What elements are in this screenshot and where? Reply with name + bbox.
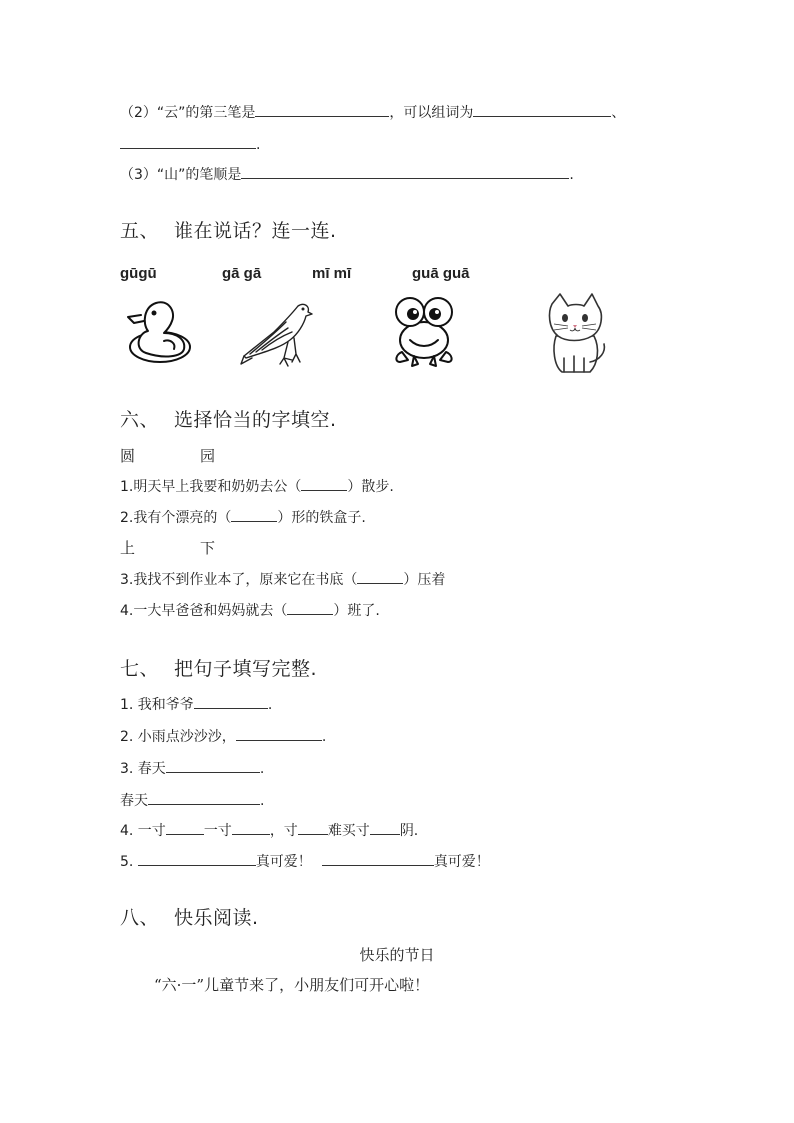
sentence-text: 阴. — [399, 823, 419, 839]
section-title: 把句子填写完整. — [174, 658, 318, 680]
sentence-text: 难买寸 — [327, 823, 370, 839]
section-number: 五、 — [120, 220, 160, 242]
sentence-text: 真可爱！ — [255, 854, 312, 870]
section-title: 选择恰当的字填空. — [174, 409, 337, 431]
section-6-heading — [120, 407, 337, 433]
answer-blank[interactable] — [357, 569, 403, 584]
section-7-heading — [120, 656, 317, 682]
question-text: ）散步. — [347, 479, 394, 495]
q4-item2-line — [120, 102, 625, 123]
answer-blank[interactable] — [241, 164, 569, 179]
fill-question — [120, 476, 394, 497]
answer-blank[interactable] — [370, 820, 400, 835]
answer-blank[interactable] — [473, 102, 611, 117]
question-text: 3.我找不到作业本了，原来它在书底（ — [120, 572, 358, 588]
pinyin-label: guā guā — [412, 265, 470, 282]
q4-item2-text-a: （2）“云”的第三笔是 — [120, 105, 256, 121]
char-option: 圆 — [120, 447, 136, 465]
sentence-text: 5. — [120, 854, 138, 870]
q4-item2-text-b: ，可以组词为 — [389, 105, 474, 121]
section-number: 六、 — [120, 409, 160, 431]
question-text: ）压着 — [403, 572, 446, 588]
section-number: 八、 — [120, 907, 160, 929]
answer-blank[interactable] — [138, 851, 256, 866]
answer-blank[interactable] — [301, 476, 347, 491]
q4-item3-line — [120, 164, 574, 185]
char-option: 下 — [200, 539, 216, 557]
section-title: 快乐阅读. — [174, 907, 259, 929]
sentence-item — [120, 851, 490, 872]
q4-item2-text-c: 、 — [611, 105, 626, 121]
fill-question — [120, 569, 445, 590]
sentence-item — [120, 820, 418, 841]
reading-paragraph: “六·一”儿童节来了，小朋友们可开心啦！ — [154, 976, 430, 994]
pinyin-label: gūgū — [120, 265, 157, 282]
answer-blank[interactable] — [231, 507, 277, 522]
char-option: 园 — [200, 447, 216, 465]
sentence-text: 2. 小雨点沙沙沙， — [120, 729, 236, 745]
question-text: ）班了. — [333, 603, 380, 619]
sentence-item — [120, 790, 264, 811]
section-number: 七、 — [120, 658, 160, 680]
answer-blank[interactable] — [166, 758, 260, 773]
answer-blank[interactable] — [255, 102, 389, 117]
sentence-item — [120, 726, 326, 747]
sentence-text: 4. 一寸 — [120, 823, 166, 839]
question-text: ）形的铁盒子. — [277, 510, 366, 526]
kitten-picture[interactable] — [540, 292, 610, 376]
sentence-item — [120, 694, 272, 715]
char-option: 上 — [120, 539, 136, 557]
sentence-text: ，寸 — [269, 823, 298, 839]
question-text: 4.一大早爸爸和妈妈就去（ — [120, 603, 288, 619]
pinyin-label: mī mī — [312, 265, 352, 282]
q4-item3-text-a: （3）“山”的笔顺是 — [120, 167, 242, 183]
pigeon-picture[interactable] — [240, 294, 314, 372]
reading-title: 快乐的节日 — [359, 946, 435, 964]
answer-blank[interactable] — [148, 790, 260, 805]
answer-blank[interactable] — [120, 134, 256, 149]
answer-blank[interactable] — [287, 600, 333, 615]
q4-item2-cont-line — [120, 134, 260, 155]
fill-question — [120, 600, 380, 621]
duckling-picture[interactable] — [124, 293, 196, 369]
sentence-text: . — [321, 729, 327, 745]
sentence-text: 3. 春天 — [120, 761, 166, 777]
section-5-heading — [120, 218, 337, 244]
sentence-text: 1. 我和爷爷 — [120, 697, 194, 713]
answer-blank[interactable] — [322, 851, 434, 866]
answer-blank[interactable] — [298, 820, 328, 835]
sentence-text: . — [260, 793, 265, 809]
answer-blank[interactable] — [232, 820, 270, 835]
section-8-heading — [120, 905, 259, 931]
question-text: 1.明天早上我要和奶奶去公（ — [120, 479, 302, 495]
sentence-item — [120, 758, 264, 779]
answer-blank[interactable] — [166, 820, 204, 835]
fill-question — [120, 507, 366, 528]
question-text: 2.我有个漂亮的（ — [120, 510, 232, 526]
q4-item2-text-d: . — [256, 137, 261, 153]
sentence-text: . — [267, 697, 273, 713]
sentence-text: 真可爱！ — [433, 854, 490, 870]
answer-blank[interactable] — [236, 726, 322, 741]
sentence-text: 春天 — [120, 793, 148, 809]
q4-item3-text-b: . — [569, 167, 574, 183]
pinyin-label: gā gā — [222, 265, 262, 282]
frog-picture[interactable] — [388, 292, 460, 370]
answer-blank[interactable] — [194, 694, 268, 709]
sentence-text: . — [259, 761, 265, 777]
section-title: 谁在说话？连一连. — [174, 220, 337, 242]
sentence-text: 一寸 — [203, 823, 232, 839]
